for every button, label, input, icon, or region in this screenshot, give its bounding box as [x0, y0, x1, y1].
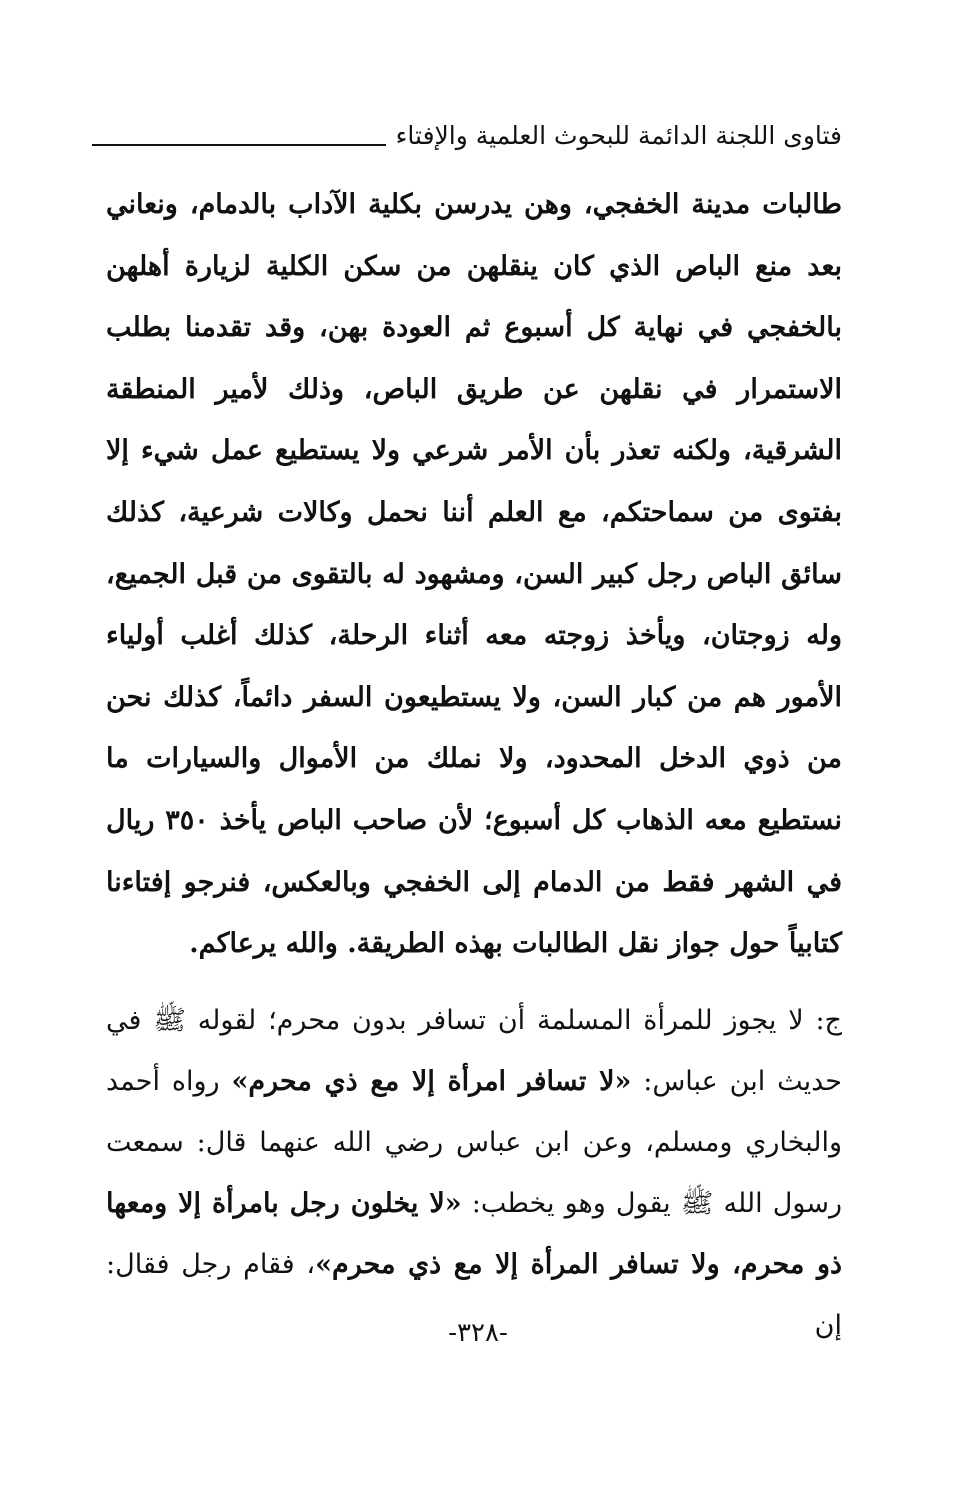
header-title: فتاوى اللجنة الدائمة للبحوث العلمية والإفتاء: [395, 121, 842, 150]
question-paragraph: طالبات مدينة الخفجي، وهن يدرسن بكلية الآداب بالدمام، ونعاني بعد منع الباص الذي كان ينقلهن من سكن الكلية لزيارة أهلهن بالخفجي في نهاية كل أسبوع ثم العودة بهن، وقد تقدمنا بطلب الاستمرار في نقلهن عن طريق الباص، وذلك لأمير المنطقة الشرقية، ولكنه تعذر بأن الأمر شرعي ولا يستطيع عمل شيء إلا بفتوى من سماحتكم، مع العلم أننا نحمل وكالات شرعية، كذلك سائق الباص رجل كبير السن، ومشهود له بالتقوى من قبل الجميع، وله زوجتان، ويأخذ زوجته معه أثناء الرحلة، كذلك أغلب أولياء الأمور هم من كبار السن، ولا يستطيعون السفر دائماً، كذلك نحن من ذوي الدخل المحدود، ولا نملك من الأموال والسيارات ما نستطيع معه الذهاب كل أسبوع؛ لأن صاحب الباص يأخذ ٣٥٠ ريال في الشهر فقط من الدمام إلى الخفجي وبالعكس، فنرجو إفتاءنا كتابياً حول جواز نقل الطالبات بهذه الطريقة. والله يرعاكم.: [106, 189, 843, 960]
header-rule: [92, 144, 386, 146]
answer-text-3: ، فقام رجل فقال: إن: [106, 1249, 842, 1341]
answer-text-1: ج: لا يجوز للمرأة المسلمة أن تسافر بدون محرم؛ لقوله ﷺ في حديث ابن عباس:: [106, 1005, 842, 1097]
hadith-quote-1: «لا تسافر امرأة إلا مع ذي محرم»: [231, 1066, 632, 1097]
answer-paragraph: [106, 990, 842, 1356]
page-number: -٣٢٨-: [448, 1318, 508, 1348]
answer-text-2: رواه أحمد والبخاري ومسلم، وعن ابن عباس رضي الله عنهما قال: سمعت رسول الله ﷺ يقول وهو يخطب:: [106, 1066, 842, 1219]
running-header: [92, 112, 842, 152]
hadith-quote-2: «لا يخلون رجل بامرأة إلا ومعها ذو محرم، ولا تسافر المرأة إلا مع ذي محرم»: [106, 1188, 843, 1280]
